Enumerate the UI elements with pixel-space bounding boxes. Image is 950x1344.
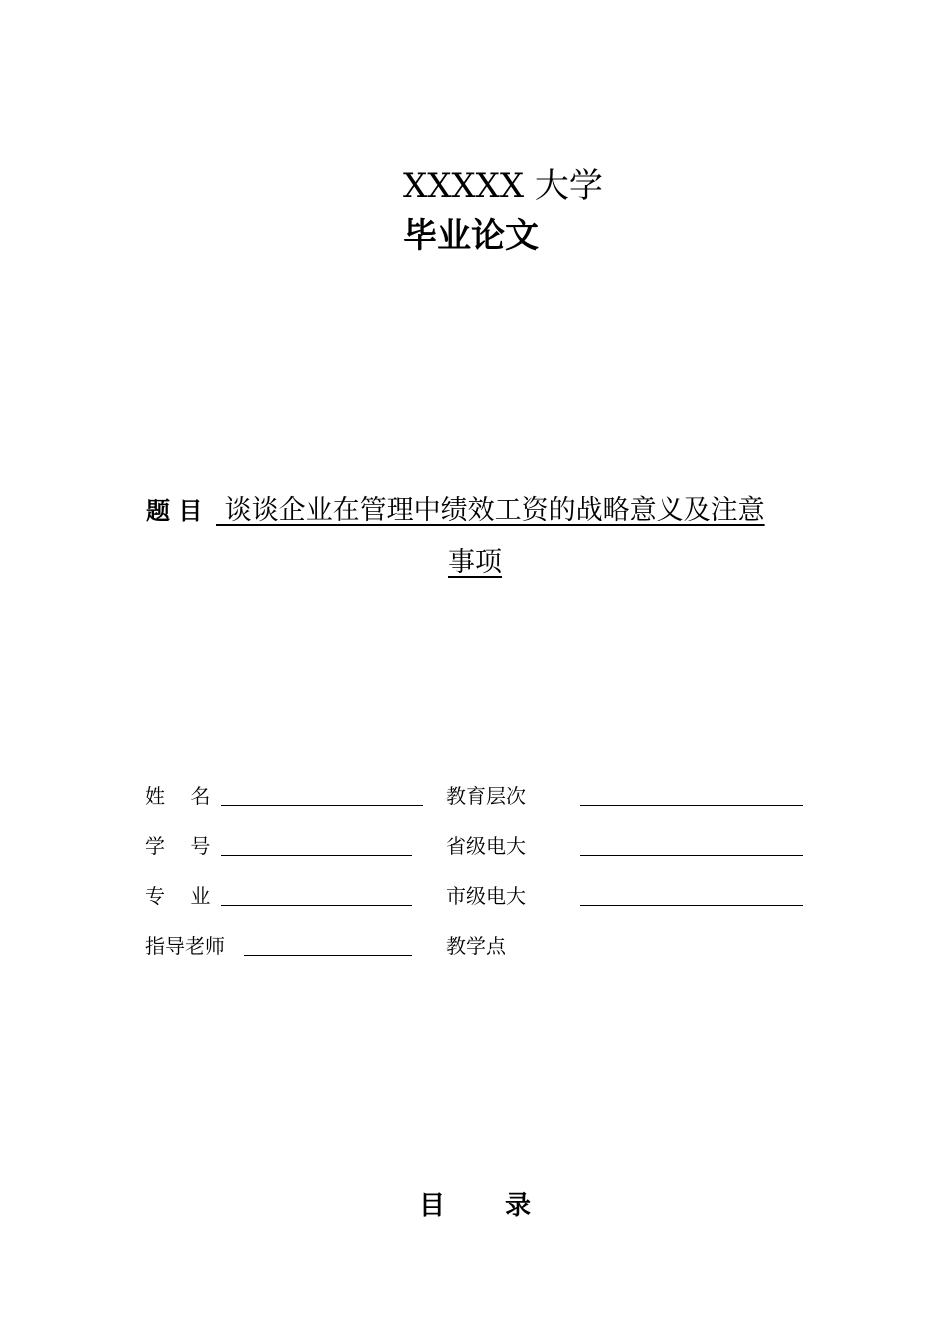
table-of-contents-heading: 目录 [418,1191,591,1221]
teaching-site-label: 教学点 [446,934,506,958]
education-level-field-line[interactable] [580,805,803,806]
municipal-tvu-field-line[interactable] [580,905,803,906]
name-field-line[interactable] [221,805,423,806]
student-id-label: 学 号 [145,834,211,858]
advisor-field-line[interactable] [244,955,412,956]
provincial-tvu-field-line[interactable] [580,855,803,856]
university-name: XXXXX 大学 [403,166,603,206]
municipal-tvu-label: 市级电大 [446,884,526,908]
education-level-label: 教育层次 [446,784,526,808]
student-id-field-line[interactable] [221,855,412,856]
topic-label: 题 目 [146,497,203,525]
topic-title-line-2: 事项 [448,547,502,578]
advisor-label: 指导老师 [145,934,225,958]
topic-title-line-2-row [0,545,950,581]
topic-title-line-1: 谈谈企业在管理中绩效工资的战略意义及注意 [216,495,765,526]
major-label: 专 业 [145,884,211,908]
name-label: 姓 名 [145,784,211,808]
document-type-title: 毕业论文 [403,216,539,256]
major-field-line[interactable] [221,905,412,906]
provincial-tvu-label: 省级电大 [446,834,526,858]
